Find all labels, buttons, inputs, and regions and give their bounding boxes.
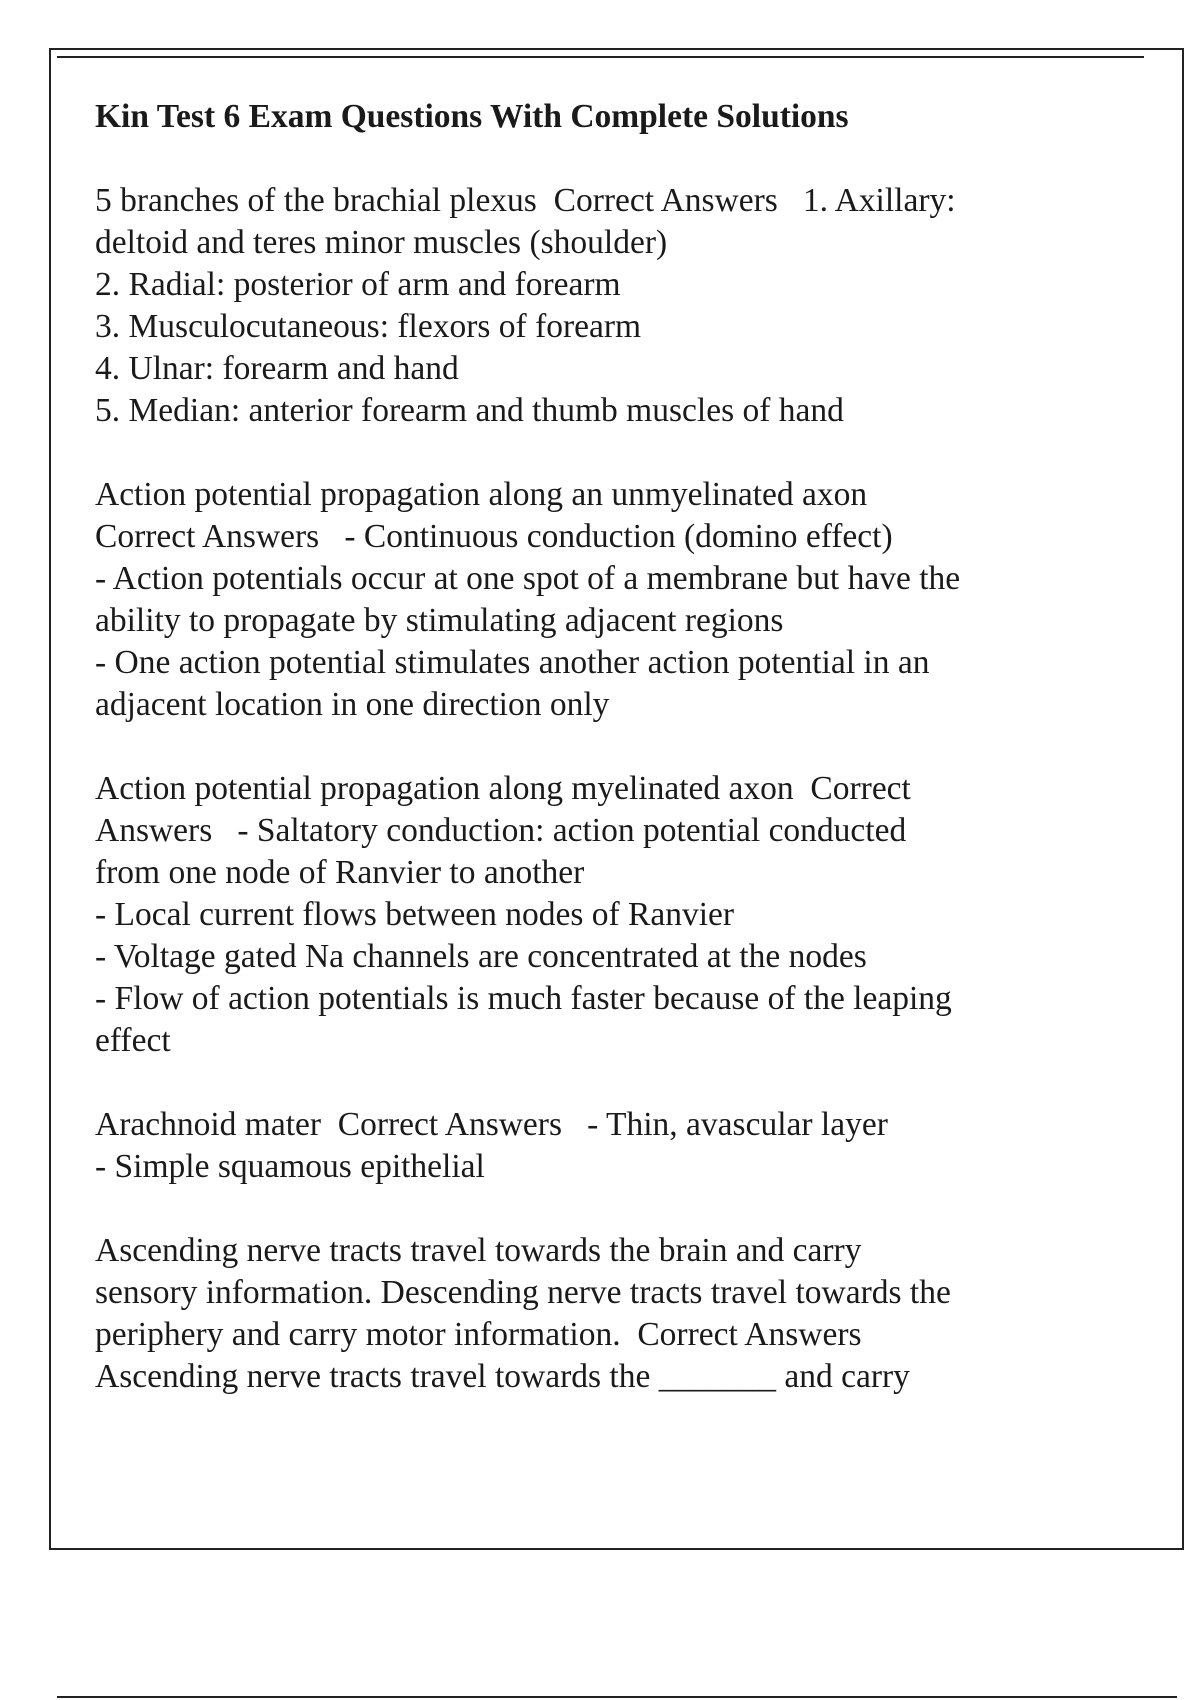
qa-item-arachnoid-mater — [95, 1104, 1085, 1188]
text-line: - Voltage gated Na channels are concentrated at the nodes — [95, 938, 867, 975]
text-line: Arachnoid mater Correct Answers - Thin, avascular layer — [95, 1106, 888, 1143]
text-line: - One action potential stimulates another action potential in an — [95, 644, 930, 681]
text-line: Correct Answers - Continuous conduction (domino effect) — [95, 518, 893, 555]
top-rule — [57, 56, 1144, 58]
document-title: Kin Test 6 Exam Questions With Complete Solutions — [95, 98, 849, 135]
bottom-rule — [57, 1696, 1177, 1698]
qa-item-unmyelinated-axon — [95, 474, 1085, 726]
text-line: 5. Median: anterior forearm and thumb muscles of hand — [95, 392, 844, 429]
text-line: - Flow of action potentials is much faster because of the leaping — [95, 980, 952, 1017]
text-line: - Local current flows between nodes of Ranvier — [95, 896, 735, 933]
document-content — [95, 96, 1085, 1440]
text-line: - Action potentials occur at one spot of a membrane but have the — [95, 560, 961, 597]
text-line: 4. Ulnar: forearm and hand — [95, 350, 459, 387]
text-line: 5 branches of the brachial plexus Correct Answers 1. Axillary: — [95, 182, 956, 219]
text-line: sensory information. Descending nerve tracts travel towards the — [95, 1274, 951, 1311]
text-line: periphery and carry motor information. Correct Answers — [95, 1316, 862, 1353]
text-line: effect — [95, 1022, 171, 1059]
text-line: from one node of Ranvier to another — [95, 854, 585, 891]
text-line: 3. Musculocutaneous: flexors of forearm — [95, 308, 642, 345]
text-line: Action potential propagation along an unmyelinated axon — [95, 476, 868, 513]
text-line: Action potential propagation along myelinated axon Correct — [95, 770, 911, 807]
text-line: Ascending nerve tracts travel towards the brain and carry — [95, 1232, 862, 1269]
text-line: - Simple squamous epithelial — [95, 1148, 485, 1185]
qa-item-brachial-plexus — [95, 180, 1085, 432]
text-line: Answers - Saltatory conduction: action potential conducted — [95, 812, 907, 849]
text-line: Ascending nerve tracts travel towards the _______ and carry — [95, 1358, 910, 1395]
text-line: deltoid and teres minor muscles (shoulder) — [95, 224, 668, 261]
qa-item-myelinated-axon — [95, 768, 1085, 1062]
text-line: ability to propagate by stimulating adjacent regions — [95, 602, 784, 639]
qa-item-nerve-tracts — [95, 1230, 1085, 1398]
text-line: adjacent location in one direction only — [95, 686, 610, 723]
text-line: 2. Radial: posterior of arm and forearm — [95, 266, 621, 303]
